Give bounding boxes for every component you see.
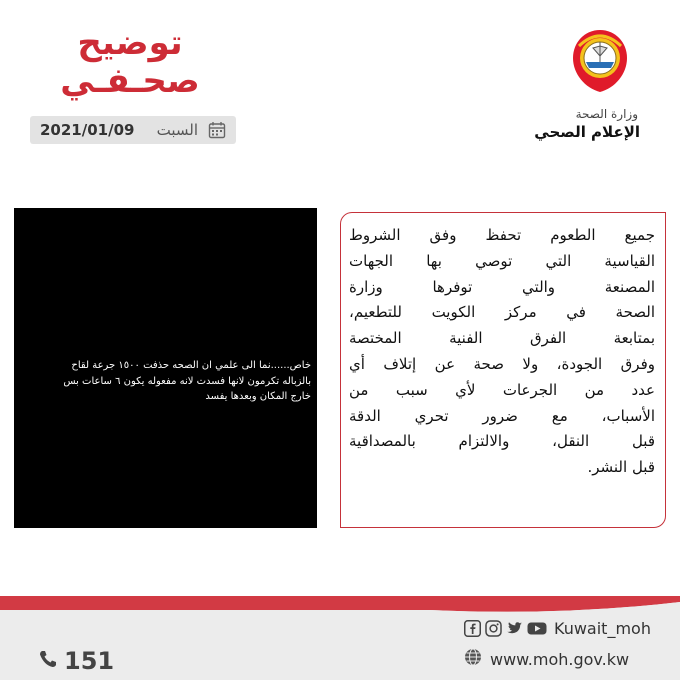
ministry-name: وزارة الصحة [575, 107, 638, 121]
department-name: الإعلام الصحي [534, 123, 640, 141]
date-value: 2021/01/09 [40, 121, 135, 139]
statement-line: الصحة في مركز الكويت للتطعيم، [349, 303, 655, 322]
page-title [60, 23, 200, 101]
rumor-screenshot [14, 208, 317, 528]
statement-line: قبل النقل، والالتزام بالمصداقية [349, 432, 655, 451]
hotline-number: 151 [64, 647, 115, 675]
title-line-2: صحـفـي [60, 60, 200, 101]
statement-line: القياسية التي توصي بها الجهات [349, 251, 655, 270]
website [464, 648, 629, 670]
statement-text [349, 223, 655, 481]
statement-box [340, 212, 666, 528]
statement-line: جميع الطعوم تحفظ وفق الشروط [349, 226, 655, 244]
statement-line: قبل النشر. [587, 458, 655, 477]
hotline [38, 647, 114, 675]
phone-icon [38, 649, 58, 673]
facebook-icon[interactable] [464, 620, 481, 637]
ministry-logo [565, 26, 635, 96]
title-line-1: توضيح [77, 23, 183, 63]
social-handle[interactable]: Kuwait_moh [554, 619, 651, 638]
footer-swoosh [0, 586, 680, 616]
statement-line: بمتابعة الفرق الفنية المختصة [349, 329, 655, 348]
youtube-icon[interactable] [527, 620, 544, 637]
rumor-line: خارج المكان وبعدها يفسد [205, 391, 311, 402]
rumor-line: بالزباله تكرمون لانها فسدت لانه مفعوله يكون ٦ ساعات بس [63, 375, 311, 387]
statement-line: وفرق الجودة، ولا صحة عن إتلاف أي [349, 354, 655, 373]
statement-line: الأسباب، مع ضرور تحري الدقة [349, 406, 655, 425]
social-links [464, 619, 651, 638]
day-name: السبت [156, 121, 198, 139]
website-url[interactable]: www.moh.gov.kw [490, 649, 630, 669]
rumor-text [20, 358, 311, 405]
date-pill [30, 116, 236, 144]
twitter-icon[interactable] [506, 620, 523, 637]
globe-icon [464, 648, 482, 670]
calendar-icon [208, 121, 226, 139]
instagram-icon[interactable] [485, 620, 502, 637]
statement-line: عدد من الجرعات لأي سبب من [349, 380, 655, 399]
rumor-line: خاص......نما الى علمي ان الصحه حذفت ١٥٠٠ جرعة لقاح [71, 360, 311, 371]
statement-line: المصنعة والتي توفرها وزارة [349, 277, 655, 296]
